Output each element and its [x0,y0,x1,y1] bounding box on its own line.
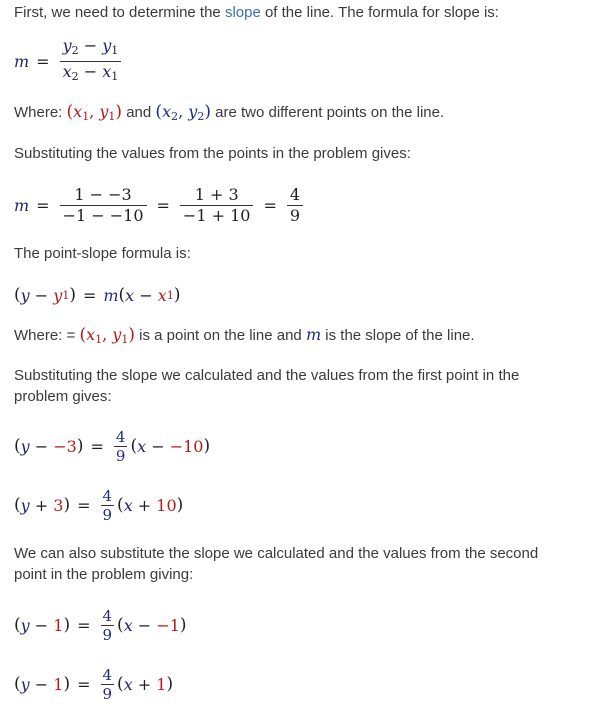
equation-first-point-simplified: ( y + 3 ) = $\frac{4}{9}$ ( x + 10 ) [14,486,184,524]
substitution-first-point-paragraph: Substituting the slope we calculated and the values from the first point in the problem gives: [14,367,520,405]
intro-paragraph: First, we need to determine the slope of the line. The formula for slope is: [14,4,499,21]
equation-first-point-raw: ( y − −3 ) = $\frac{4}{9}$ ( x − −10 ) [14,427,211,465]
substitution-second-point-paragraph: We can also substitute the slope we calculated and the values from the second point in the problem giving: [14,545,539,583]
substitution-intro: Substituting the values from the points in the problem gives: [14,145,411,162]
point1-math: ($x_1$, $y_1$) [66,102,123,123]
point-slope-label: The point-slope formula is: [14,245,191,262]
equation-second-point-raw: ( y − 1 ) = $\frac{4}{9}$ ( x − −1 ) [14,606,187,644]
point-slope-formula: ( y − y 1 ) = m ( x − x 1 ) [14,285,181,305]
where-slope-paragraph: Where: = ($x_1$, $y_1$) is a point on the line and m is the slope of the line. [14,325,475,346]
where-points-paragraph: Where: ($x_1$, $y_1$) and ($x_2$, $y_2$) are two different points on the line. [14,102,445,123]
slope-formula: m = $\frac{y_2 - y_1}{x_2 - x_1}$ [14,36,124,86]
equation-second-point-simplified: ( y − 1 ) = $\frac{4}{9}$ ( x + 1 ) [14,665,174,703]
point2-math: ($x_2$, $y_2$) [155,102,211,123]
slope-calculation: m = $\frac{1 - -3}{-1 - -10}$ = $\frac{1 + 3}{-1 + 10}$ = $\frac{4}{9}$ [14,180,306,230]
slope-link[interactable]: slope [224,4,261,21]
